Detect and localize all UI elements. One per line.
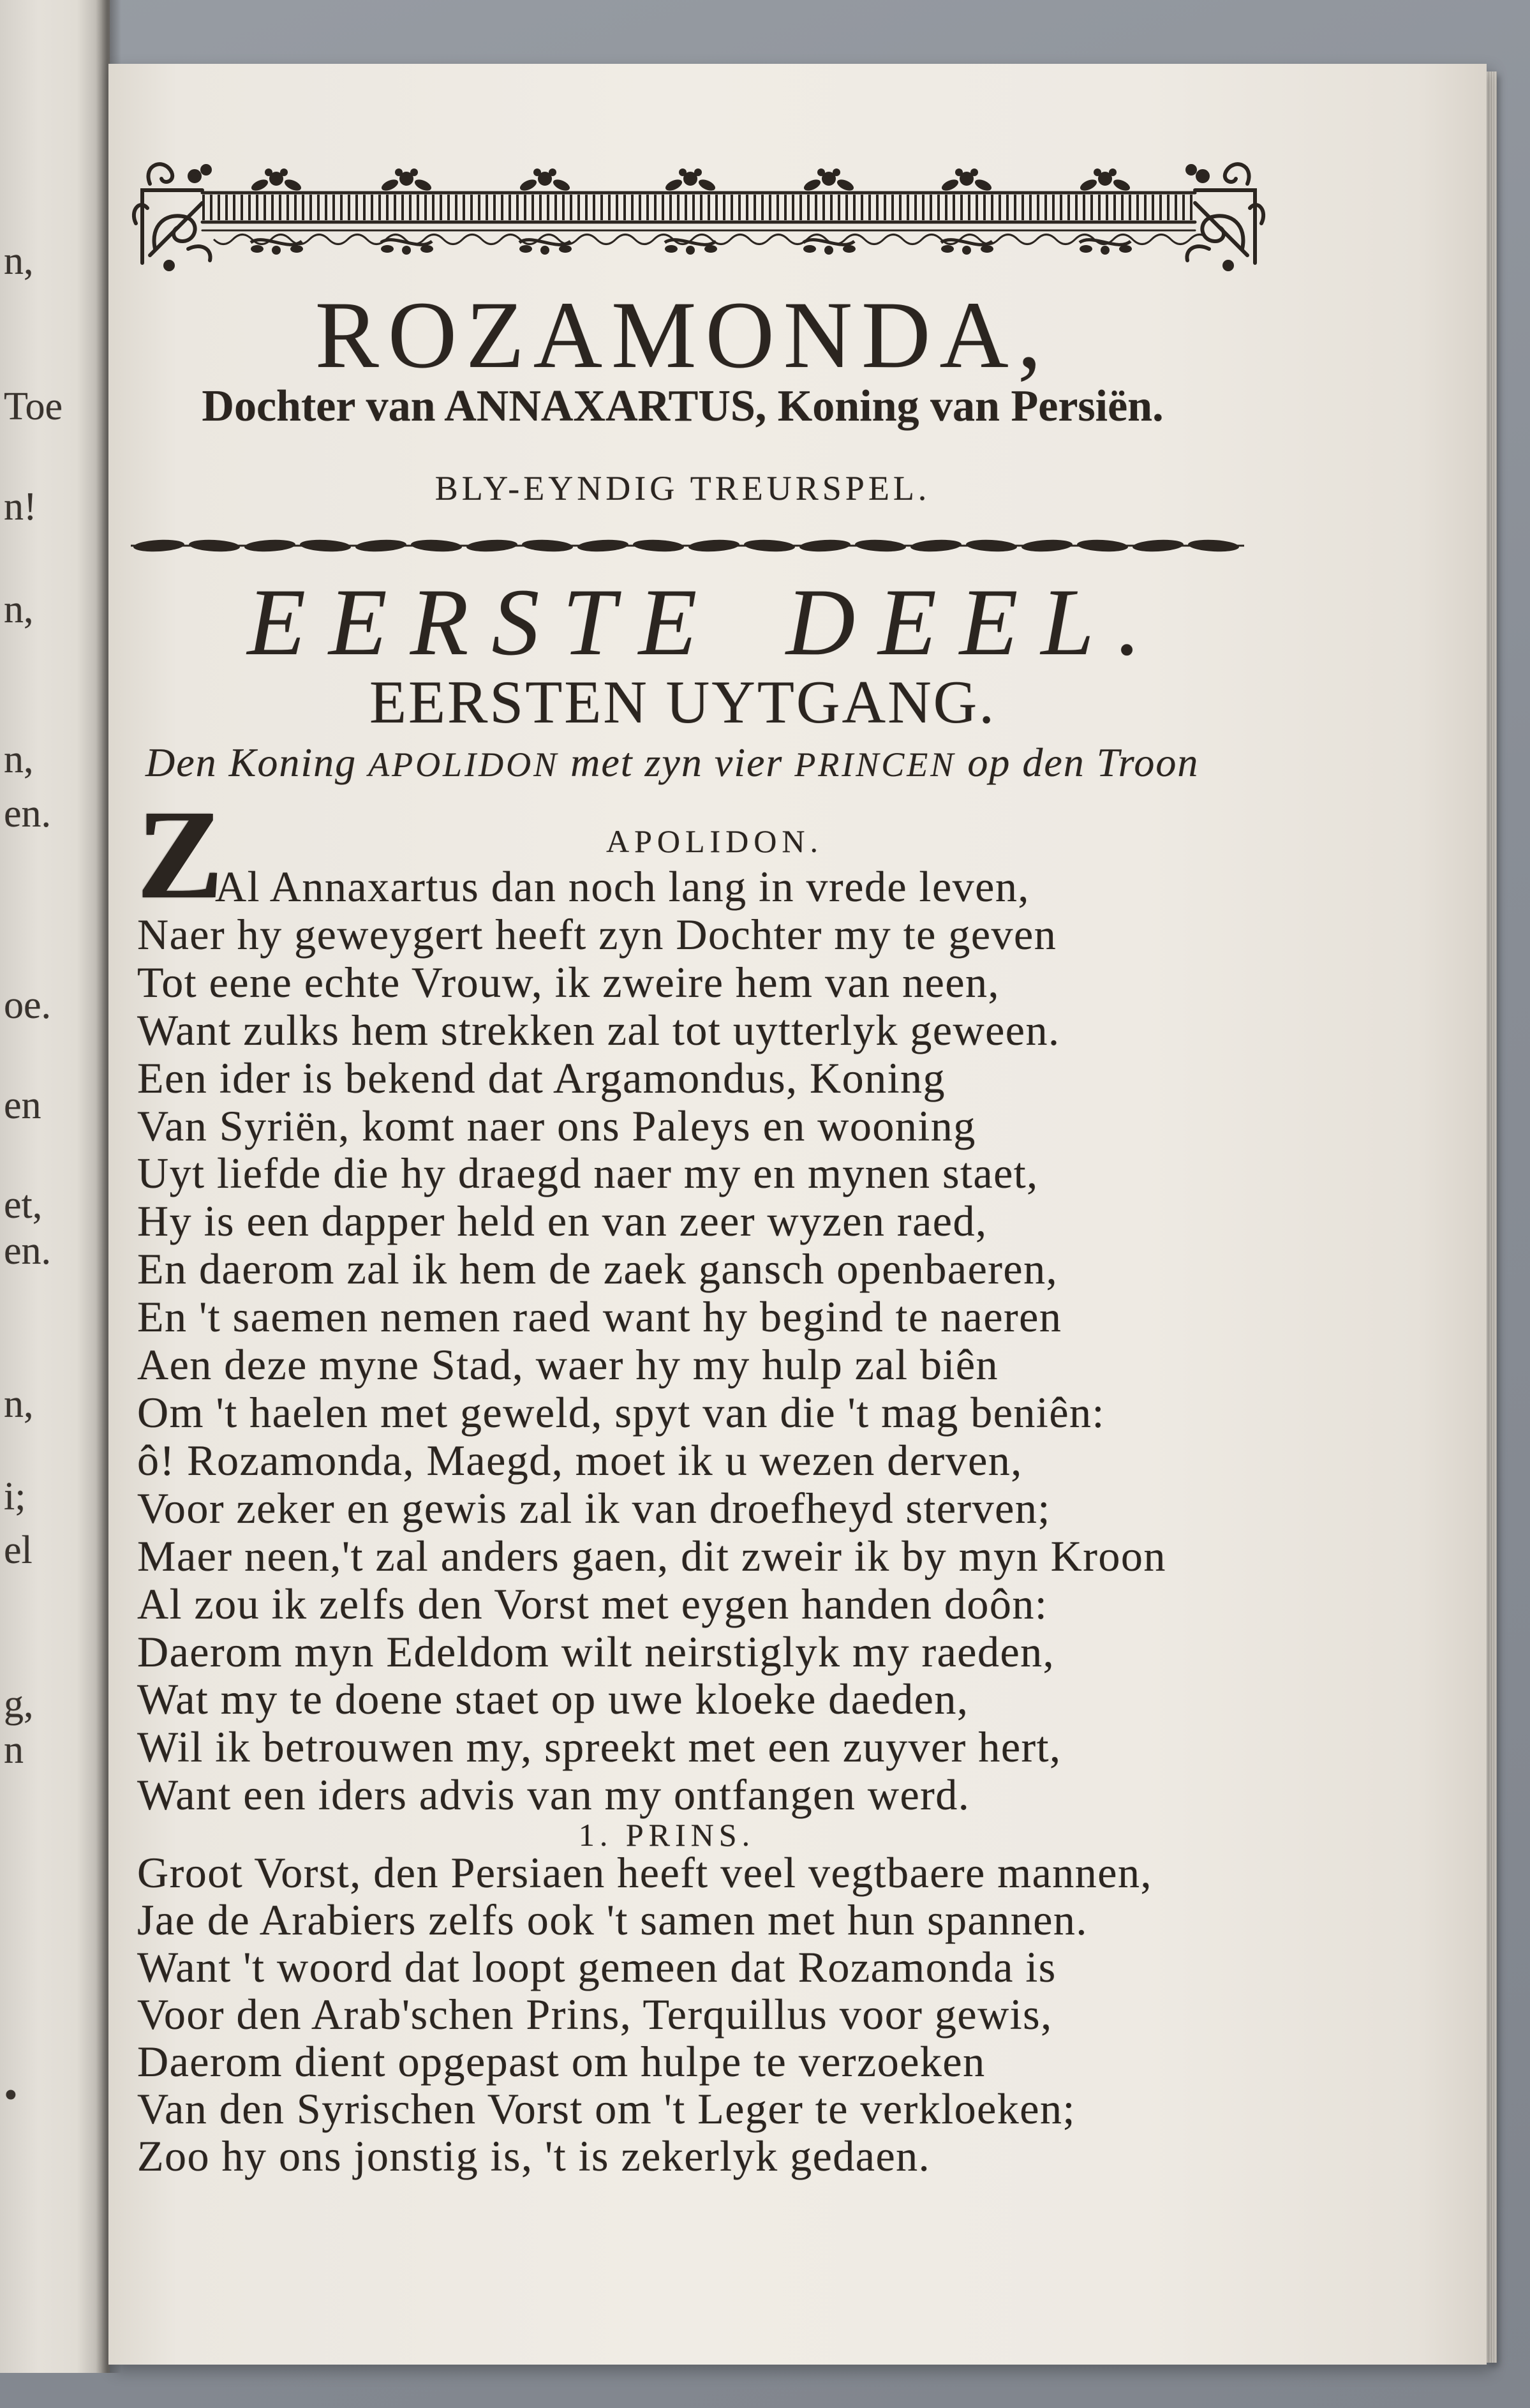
verse-line: Van Syriën, komt naer ons Paleys en wooning: [137, 1101, 976, 1150]
verse-line: Uyt liefde die hy draegd naer my en mynen staet,: [137, 1149, 1039, 1198]
scene-heading: EERSTEN UYTGANG.: [369, 668, 997, 736]
verse-line: Om 't haelen met geweld, spyt van die 't mag beniên:: [137, 1387, 1105, 1437]
divider-lozenge: [244, 539, 296, 553]
wavy-divider-rule: [131, 530, 1244, 562]
divider-lozenge: [855, 539, 907, 553]
facing-page-fragment: et,: [4, 1183, 43, 1227]
corner-ornament-left: [134, 164, 211, 269]
divider-lozenge: [1021, 539, 1073, 553]
divider-lozenge: [633, 539, 685, 553]
divider-lozenge: [744, 539, 796, 553]
facing-page-fragment: en.: [4, 1229, 52, 1273]
divider-lozenge: [1133, 539, 1184, 553]
book-page: [108, 64, 1487, 2365]
facing-page-fragment: n,: [4, 738, 34, 781]
verse-line: Wil ik betrouwen my, spreekt met een zuyver hert,: [137, 1723, 1062, 1772]
verse-line: Groot Vorst, den Persiaen heeft veel vegtbaere mannen,: [137, 1848, 1152, 1897]
verse-line: Naer hy geweygert heeft zyn Dochter my te geven: [137, 909, 1057, 959]
drop-cap-initial: Z: [137, 784, 222, 925]
facing-page-fragment: en: [4, 1084, 41, 1127]
facing-page-fragment: el: [4, 1529, 33, 1572]
divider-lozenge: [688, 539, 740, 553]
facing-page-fragment: Toe: [4, 385, 63, 428]
divider-lozenge: [133, 539, 185, 553]
stage-direction-character: APOLIDON: [368, 745, 560, 784]
verse-line: Van den Syrischen Vorst om 't Leger te verkloeken;: [137, 2084, 1076, 2133]
verse-line: Want 't woord dat loopt gemeen dat Rozamonda is: [137, 1943, 1057, 1991]
stage-direction: [145, 738, 1199, 789]
divider-lozenge: [1188, 539, 1240, 553]
stage-direction-text: op den Troon: [956, 740, 1199, 785]
facing-page-fragment: n,: [4, 588, 34, 631]
page-stack-edge: [1487, 71, 1497, 2363]
divider-lozenge: [466, 539, 518, 553]
facing-page-fragment: i;: [4, 1475, 26, 1518]
verse-line: Daerom dient opgepast om hulpe te verzoeken: [137, 2037, 986, 2086]
facing-page: [0, 0, 110, 2373]
verse-line: Hy is een dapper held en van zeer wyzen raed,: [137, 1197, 988, 1246]
play-genre: BLY-EYNDIG TREURSPEL.: [434, 469, 931, 507]
corner-ornament-right: [1187, 164, 1263, 269]
verse-line: Daerom myn Edeldom wilt neirstiglyk my raeden,: [137, 1627, 1055, 1676]
verse-line: Jae de Arabiers zelfs ook 't samen met hun spannen.: [137, 1896, 1088, 1944]
verse-line: Tot eene echte Vrouw, ik zweire hem van neen,: [137, 957, 1000, 1006]
verse-line: Aen deze myne Stad, waer hy my hulp zal biên: [137, 1340, 999, 1389]
verse-line: Zoo hy ons jonstig is, 't is zekerlyk gedaen.: [137, 2132, 931, 2180]
facing-page-fragment: en.: [4, 792, 52, 835]
divider-lozenge: [799, 539, 851, 553]
verse-line: En 't saemen nemen raed want hy begind te naeren: [137, 1292, 1062, 1342]
divider-lozenge: [966, 539, 1018, 553]
speaker-name: 1. PRINS.: [578, 1817, 755, 1853]
facing-page-fragment: g,: [4, 1682, 34, 1726]
divider-lozenge: [522, 539, 574, 553]
floral-sprig-ornament: [1078, 168, 1132, 255]
verse-line: Maer neen,'t zal anders gaen, dit zweir ik by myn Kroon: [137, 1531, 1166, 1580]
verse-line: Want een iders advis van my ontfangen werd.: [137, 1770, 970, 1820]
part-heading: EERSTE DEEL.: [247, 569, 1164, 675]
verse-line: Wat my te doene staet op uwe kloeke daeden,: [137, 1675, 969, 1724]
headpiece-ornament: [131, 153, 1266, 274]
verse-line: Al zou ik zelfs den Vorst met eygen handen doôn:: [137, 1579, 1048, 1628]
verse-line: Want zulks hem strekken zal tot uytterlyk geween.: [137, 1005, 1060, 1054]
play-subtitle: Dochter van ANNAXARTUS, Koning van Persiën.: [202, 382, 1164, 431]
stage-direction-text: Den Koning: [145, 740, 369, 785]
speech-apolidon: [137, 863, 1166, 1819]
divider-lozenge: [577, 539, 629, 553]
facing-page-fragment: n: [4, 1728, 24, 1772]
speech-first-prince: [137, 1849, 1152, 2180]
facing-page-fragment: n,: [4, 239, 34, 283]
play-title: ROZAMONDA,: [315, 282, 1051, 388]
verse-line: Een ider is bekend dat Argamondus, Koning: [137, 1053, 946, 1102]
divider-lozenge: [189, 539, 241, 553]
verse-line: Voor zeker en gewis zal ik van droefheyd sterven;: [137, 1483, 1051, 1532]
speaker-name: APOLIDON.: [605, 823, 824, 859]
verse-line: En daerom zal ik hem de zaek gansch openbaeren,: [137, 1245, 1058, 1294]
facing-page-fragment: •: [4, 2074, 18, 2117]
stage-direction-character: PRINCEN: [794, 745, 956, 784]
facing-page-fragment: oe.: [4, 983, 52, 1027]
stage-direction-text: met zyn vier: [559, 740, 795, 785]
verse-line: ô! Rozamonda, Maegd, moet ik u wezen derven,: [137, 1435, 1023, 1484]
facing-page-fragment: n!: [4, 485, 37, 528]
facing-page-fragment: n,: [4, 1382, 34, 1426]
verse-line: Al Annaxartus dan noch lang in vrede leven,: [215, 862, 1030, 911]
divider-lozenge: [1077, 539, 1129, 553]
divider-lozenge: [355, 539, 407, 553]
verse-line: Voor den Arab'schen Prins, Terquillus voor gewis,: [137, 1990, 1053, 2038]
divider-lozenge: [300, 539, 352, 553]
divider-lozenge: [411, 539, 463, 553]
divider-lozenge: [910, 539, 962, 553]
